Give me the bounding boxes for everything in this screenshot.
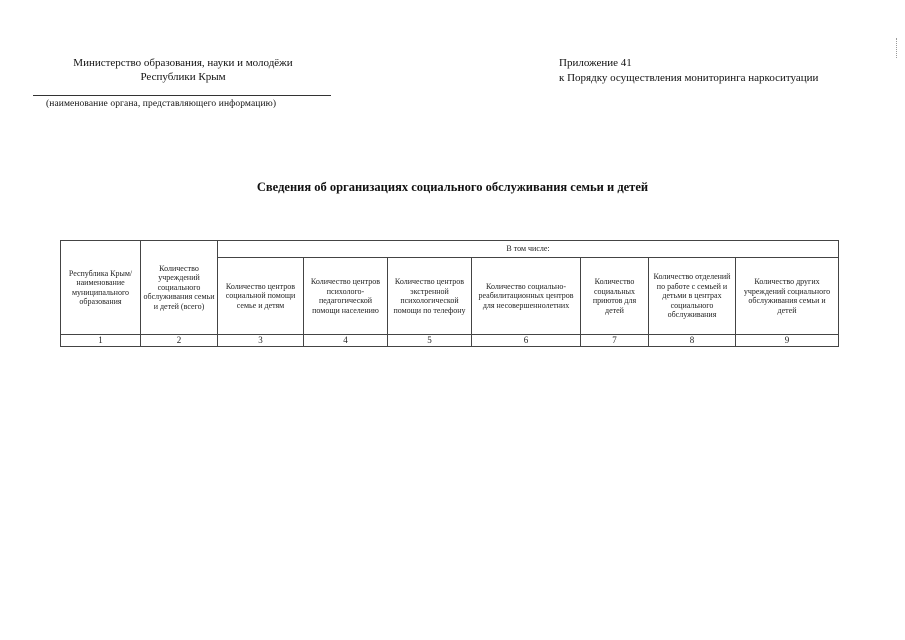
column-header-psych-pedagogical-centers: Количество центров психолого-педагогической помощи населению — [304, 258, 388, 335]
column-numbers-row — [61, 335, 839, 347]
organization-name — [52, 56, 314, 84]
column-number: 4 — [304, 335, 388, 347]
column-header-other-institutions: Количество других учреждений социального обслуживания семьи и детей — [736, 258, 839, 335]
column-number: 9 — [736, 335, 839, 347]
column-number: 2 — [141, 335, 218, 347]
organization-underline — [33, 95, 331, 96]
column-header-phone-help-centers: Количество центров экстренной психологической помощи по телефону — [388, 258, 472, 335]
column-header-family-help-centers: Количество центров социальной помощи семье и детям — [218, 258, 304, 335]
organization-name-line-1: Министерство образования, науки и молодёжи — [73, 57, 293, 69]
column-number: 8 — [649, 335, 736, 347]
organization-name-line-2: Республики Крым — [140, 71, 226, 83]
scan-edge-mark — [896, 38, 897, 58]
column-header-family-departments: Количество отделений по работе с семьей и детьми в центрах социального обслуживания — [649, 258, 736, 335]
column-header-total: Количество учреждений социального обслуживания семьи и детей (всего) — [141, 241, 218, 335]
appendix-note — [559, 56, 818, 86]
organization-caption: (наименование органа, представляющего информацию) — [46, 99, 277, 109]
column-number: 1 — [61, 335, 141, 347]
table-header-row-1 — [61, 241, 839, 258]
appendix-number: Приложение 41 — [559, 57, 632, 69]
column-number: 7 — [581, 335, 649, 347]
column-number: 6 — [472, 335, 581, 347]
column-number: 5 — [388, 335, 472, 347]
appendix-reference: к Порядку осуществления мониторинга наркоситуации — [559, 72, 819, 84]
column-group-header: В том числе: — [218, 241, 839, 258]
column-header-rehab-centers: Количество социально-реабилитационных центров для несовершеннолетних — [472, 258, 581, 335]
column-header-shelters: Количество социальных приютов для детей — [581, 258, 649, 335]
document-title: Сведения об организациях социального обслуживания семьи и детей — [256, 180, 649, 194]
column-number: 3 — [218, 335, 304, 347]
organizations-table — [60, 240, 839, 347]
column-header-region: Республика Крым/ наименование муниципального образования — [61, 241, 141, 335]
